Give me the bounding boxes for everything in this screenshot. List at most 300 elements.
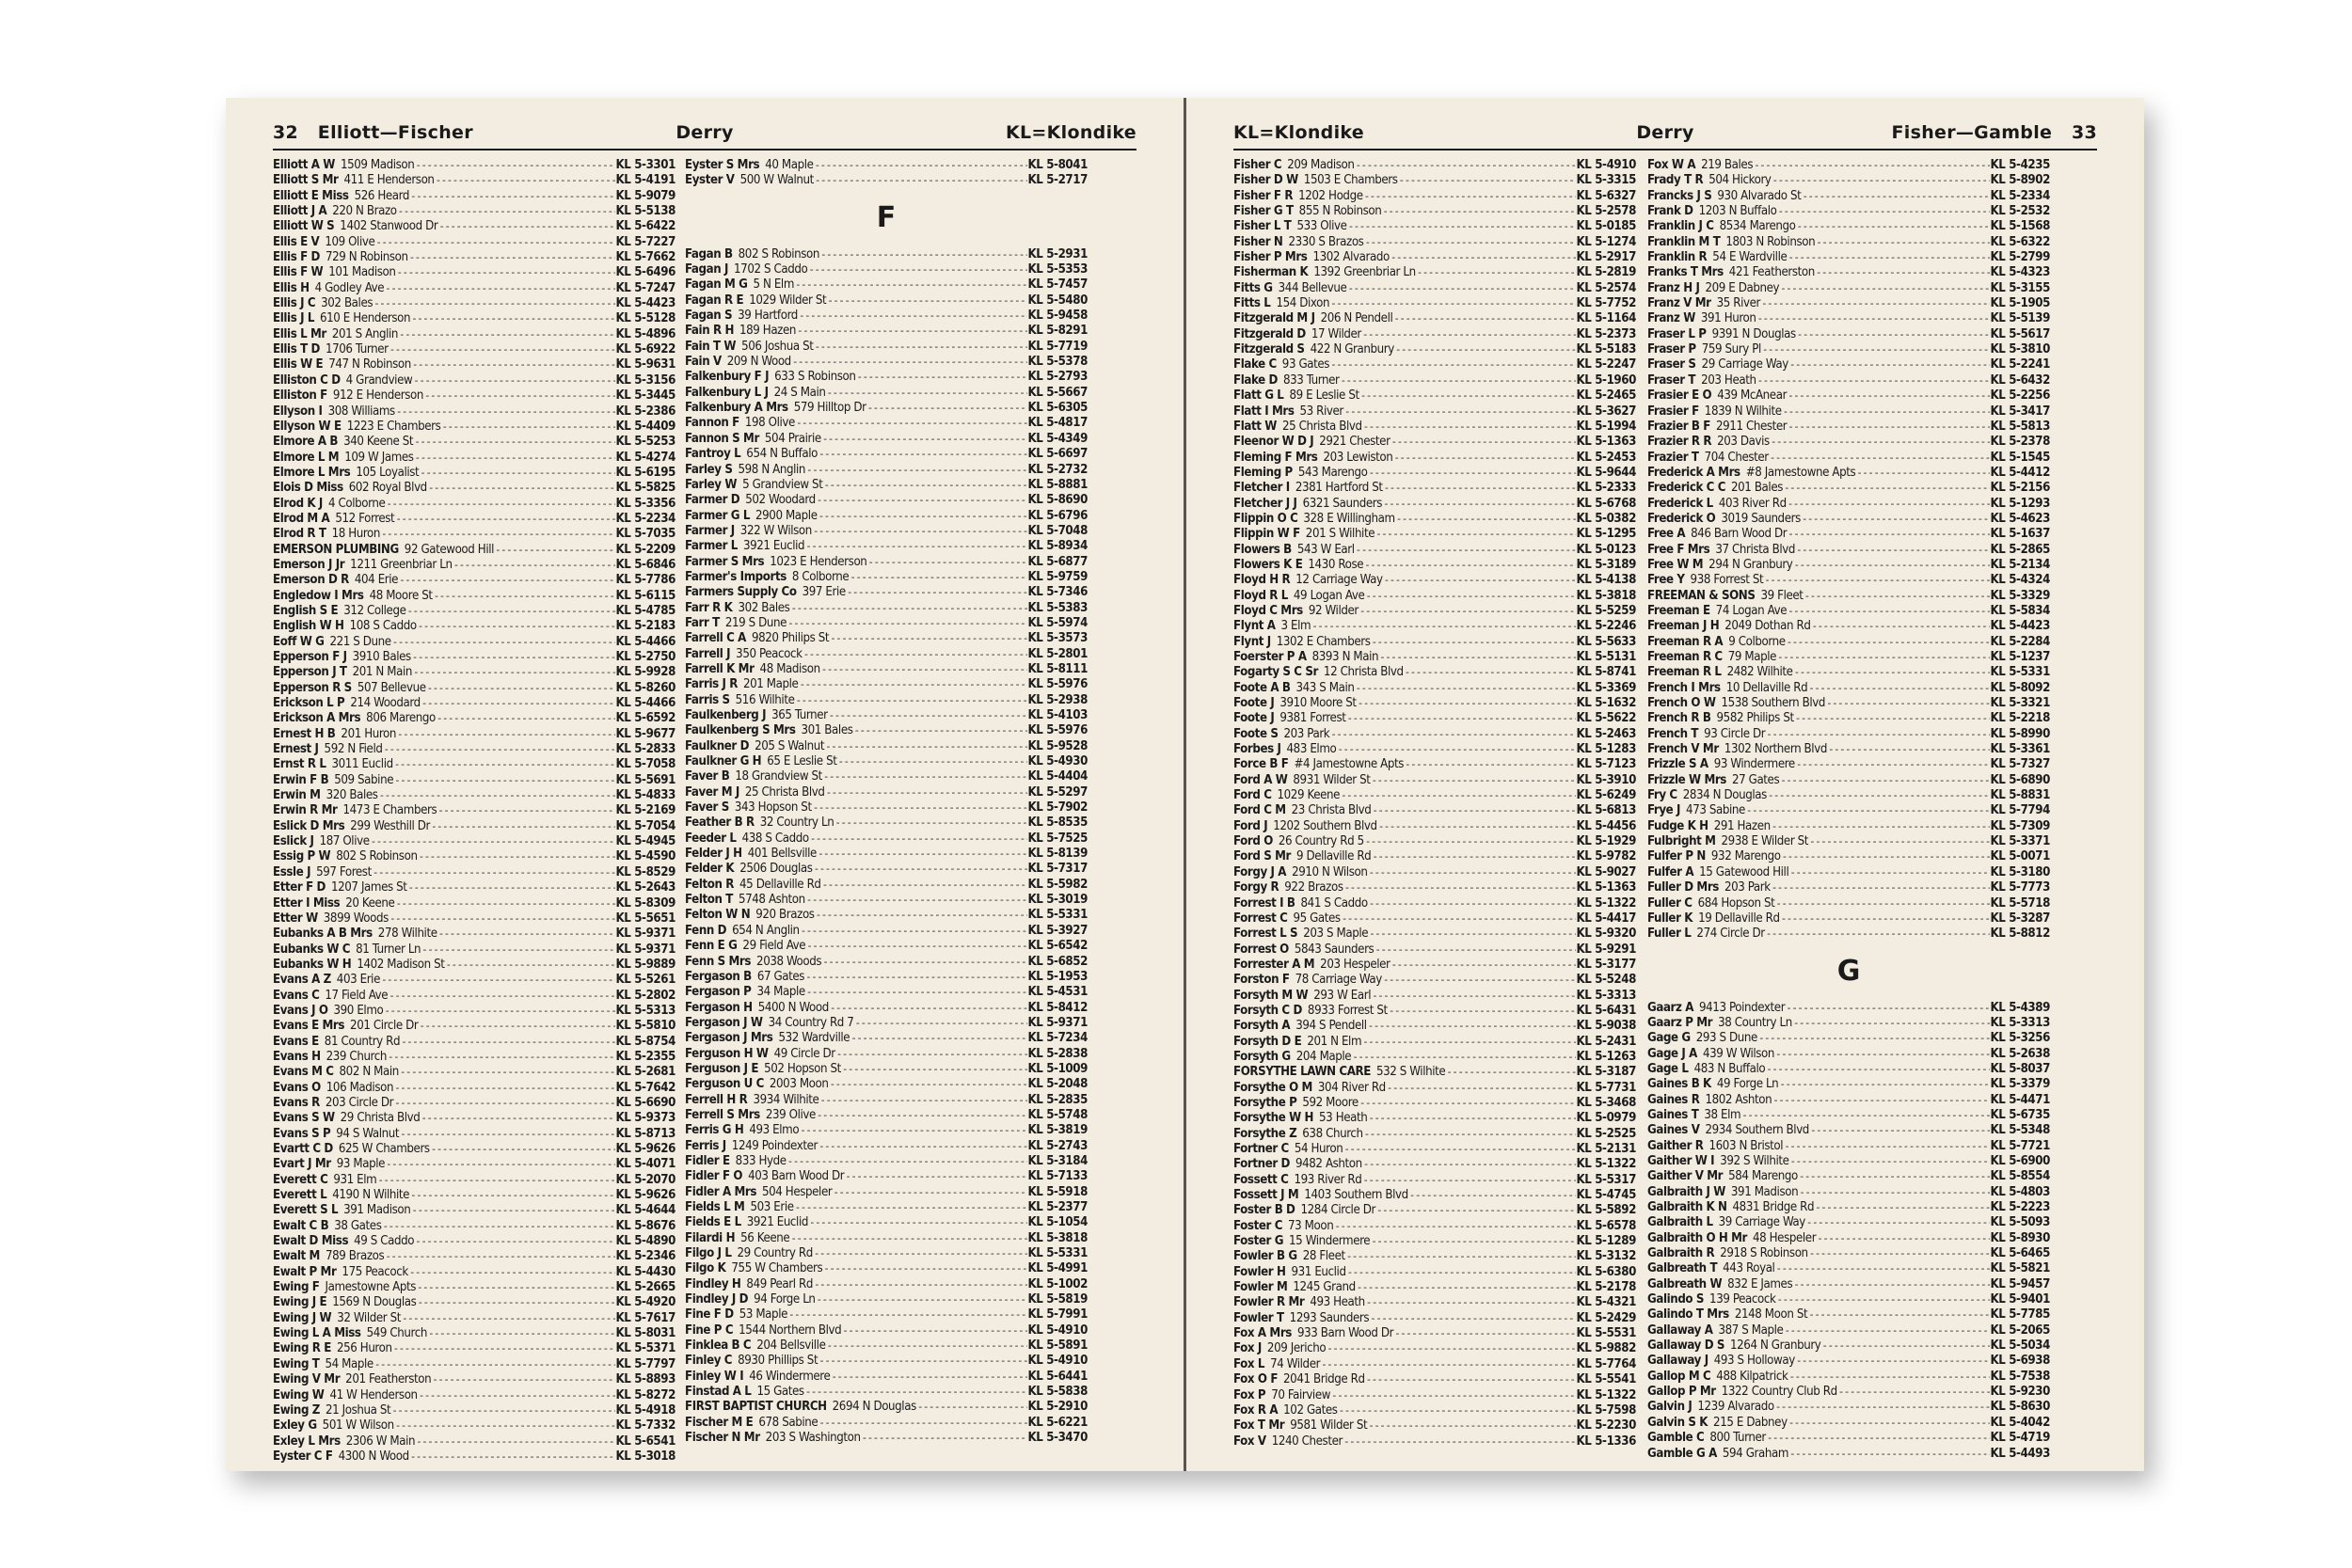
listing-row: [1233, 1157, 1636, 1172]
listing-name: Farmer J: [685, 523, 735, 538]
listing-row: [1233, 543, 1636, 558]
listing-row: [685, 1077, 1088, 1092]
listing-name: Fischer M E: [685, 1415, 754, 1430]
dot-leader: [1821, 1338, 1989, 1354]
listing-address: 78 Carriage Way: [1295, 973, 1382, 988]
listing-row: [685, 173, 1088, 188]
listing-name: Eubanks A B Mrs: [273, 927, 373, 942]
listing-address: 931 Elm: [333, 1172, 377, 1187]
listing-row: [273, 757, 675, 772]
listing-row: [1233, 1403, 1636, 1418]
listing-row: [1233, 388, 1636, 404]
listing-address: 3899 Woods: [323, 911, 389, 926]
dot-leader: [867, 555, 1026, 570]
listing-phone: KL 5-5093: [1990, 1215, 2050, 1230]
dot-leader: [1781, 911, 1990, 927]
listing-name: Farmer L: [685, 539, 738, 554]
listing-name: Felder K: [685, 862, 735, 877]
dot-leader: [1788, 604, 1989, 619]
listing-row: [273, 1372, 675, 1387]
listing-name: Erwin R Mr: [273, 803, 338, 818]
dot-leader: [384, 1004, 614, 1019]
dot-leader: [402, 1311, 615, 1326]
left-page-number: 32: [273, 122, 299, 143]
dot-leader: [1826, 696, 1990, 711]
listing-row: [1233, 1004, 1636, 1019]
dot-leader: [1321, 1357, 1575, 1372]
listing-row: [1233, 265, 1636, 280]
listing-address: 638 Church: [1302, 1126, 1363, 1141]
dot-leader: [1337, 742, 1575, 757]
listing-name: Foster C: [1233, 1218, 1282, 1233]
listing-address: 4831 Bridge Rd: [1732, 1200, 1815, 1214]
listing-address: 29 Country Rd: [737, 1246, 813, 1261]
listing-address: 1402 Madison St: [357, 957, 445, 972]
listing-row: [273, 219, 675, 234]
listing-row: [685, 524, 1088, 539]
listing-phone: KL 5-7133: [1027, 1169, 1088, 1184]
listing-address: 204 Bellsville: [756, 1338, 826, 1354]
listing-row: [273, 1004, 675, 1019]
dot-leader: [825, 739, 1026, 754]
listing-phone: KL 5-6541: [615, 1433, 675, 1449]
listing-phone: KL 5-3321: [1990, 696, 2050, 711]
listing-row: [1647, 1277, 2050, 1292]
left-column-2-top: [685, 158, 1088, 189]
dot-leader: [795, 277, 1027, 293]
dot-leader: [795, 693, 1026, 708]
listing-address: 1302 E Chambers: [1276, 634, 1371, 649]
listing-phone: KL 5-6890: [1990, 772, 2050, 787]
listing-phone: KL 5-2169: [615, 803, 675, 818]
listing-name: Erwin M: [273, 788, 321, 803]
listing-row: [273, 373, 675, 388]
right-page-header: [1233, 122, 2097, 147]
listing-phone: KL 5-5348: [1990, 1123, 2050, 1138]
listing-name: Freeman R A: [1647, 634, 1724, 649]
listing-row: [685, 1338, 1088, 1354]
listing-address: 1249 Poindexter: [731, 1138, 818, 1153]
listing-address: 203 Hespeler: [1320, 957, 1391, 972]
listing-name: Filgo K: [685, 1261, 726, 1276]
listing-address: 1473 E Chambers: [342, 803, 437, 818]
listing-address: 8534 Marengo: [1719, 219, 1796, 234]
listing-phone: KL 5-7731: [1576, 1080, 1636, 1095]
listing-address: 9391 N Douglas: [1711, 326, 1796, 341]
listing-name: Farmers Supply Co: [685, 585, 797, 600]
listing-address: 1211 Greenbriar Ln: [350, 557, 453, 572]
listing-row: [273, 357, 675, 372]
listing-phone: KL 5-2743: [1027, 1138, 1088, 1153]
dot-leader: [815, 340, 1027, 355]
listing-name: Elrod M A: [273, 511, 330, 526]
listing-phone: KL 5-9644: [1576, 465, 1636, 480]
dot-leader: [431, 1142, 615, 1157]
listing-name: Felton T: [685, 893, 733, 908]
dot-leader: [1394, 1326, 1575, 1341]
listing-row: [1647, 527, 2050, 542]
listing-address: 654 N Anglin: [732, 923, 800, 938]
listing-name: Fox L: [1233, 1356, 1265, 1371]
dot-leader: [822, 432, 1027, 447]
listing-name: Erickson L P: [273, 696, 345, 711]
listing-phone: KL 5-2681: [615, 1065, 675, 1080]
dot-leader: [401, 1035, 614, 1050]
section-letter-f: F: [876, 200, 897, 234]
listing-name: Fuller C: [1647, 895, 1692, 911]
dot-leader: [391, 1403, 614, 1418]
listing-phone: KL 5-8031: [615, 1326, 675, 1341]
listing-phone: KL 5-2334: [1990, 188, 2050, 203]
listing-row: [273, 250, 675, 265]
listing-row: [273, 481, 675, 496]
listing-name: Fleming F Mrs: [1233, 450, 1318, 465]
listing-name: Elrod R T: [273, 527, 326, 542]
dot-leader: [805, 1385, 1027, 1400]
listing-row: [685, 309, 1088, 324]
listing-name: Fergason P: [685, 985, 752, 1000]
listing-address: 278 Wilhite: [377, 927, 437, 942]
dot-leader: [1405, 665, 1576, 680]
listing-address: 500 W Walnut: [739, 173, 814, 188]
listing-row: [1647, 1031, 2050, 1046]
listing-row: [685, 601, 1088, 616]
listing-address: 102 Gates: [1283, 1402, 1338, 1418]
listing-row: [1647, 388, 2050, 404]
listing-row: [1647, 1431, 2050, 1446]
listing-row: [1647, 834, 2050, 849]
listing-address: 678 Sabine: [758, 1415, 818, 1430]
listing-row: [273, 1434, 675, 1449]
listing-name: Flatt I Mrs: [1233, 404, 1295, 419]
dot-leader: [867, 401, 1027, 416]
listing-phone: KL 5-2134: [1990, 557, 2050, 572]
dot-leader: [823, 769, 1027, 784]
listing-address: 802 S Robinson: [336, 849, 418, 864]
dot-leader: [1340, 373, 1575, 388]
listing-phone: KL 5-5617: [1990, 326, 2050, 341]
listing-address: 2918 S Robinson: [1720, 1246, 1808, 1261]
dot-leader: [1838, 1385, 1990, 1400]
listing-row: [1233, 1388, 1636, 1403]
left-page-number-range: [273, 122, 473, 143]
dot-leader: [795, 1200, 1027, 1215]
listing-address: 579 Hilltop Dr: [793, 401, 866, 416]
listing-phone: KL 5-7332: [615, 1418, 675, 1433]
dot-leader: [814, 1246, 1027, 1261]
listing-phone: KL 5-2241: [1990, 357, 2050, 372]
listing-row: [1647, 173, 2050, 188]
listing-phone: KL 5-8309: [615, 895, 675, 911]
listing-address: 9820 Philips St: [751, 631, 830, 646]
listing-phone: KL 5-8272: [615, 1387, 675, 1402]
dot-leader: [806, 939, 1026, 954]
dot-leader: [817, 493, 1027, 508]
listing-phone: KL 5-6578: [1576, 1218, 1636, 1233]
listing-name: Frederick O: [1647, 511, 1716, 526]
listing-phone: KL 5-9371: [1027, 1015, 1088, 1030]
listing-name: Frederick L: [1647, 496, 1713, 511]
listing-row: [273, 281, 675, 296]
dot-leader: [438, 927, 615, 942]
listing-name: Fox R A: [1233, 1402, 1279, 1418]
listing-phone: KL 5-5541: [1576, 1372, 1636, 1387]
listing-name: Ewing W: [273, 1387, 325, 1402]
listing-address: 26 Country Rd 5: [1278, 834, 1364, 849]
listing-name: Franklin R: [1647, 250, 1708, 265]
listing-phone: KL 5-1295: [1576, 527, 1636, 542]
listing-phone: KL 5-2802: [615, 988, 675, 1003]
listing-name: Free Y: [1647, 573, 1685, 588]
dot-leader: [1775, 1047, 1989, 1062]
listing-name: Fisher F R: [1233, 188, 1294, 203]
listing-phone: KL 5-2230: [1576, 1418, 1636, 1433]
listing-row: [1233, 1265, 1636, 1280]
listing-row: [273, 635, 675, 650]
listing-row: [273, 1142, 675, 1157]
listing-name: Elmore A B: [273, 435, 339, 450]
listing-phone: KL 5-7786: [615, 573, 675, 588]
listing-row: [273, 1050, 675, 1065]
listing-phone: KL 5-3019: [1027, 893, 1088, 908]
listing-row: [273, 527, 675, 542]
listing-phone: KL 5-5651: [615, 911, 675, 926]
listing-address: 81 Country Rd: [324, 1034, 401, 1049]
listing-name: Elliott J A: [273, 204, 327, 219]
listing-phone: KL 5-5138: [615, 204, 675, 219]
listing-address: 920 Brazos: [755, 908, 815, 923]
dot-leader: [394, 1081, 614, 1096]
listing-phone: KL 5-7721: [1990, 1138, 2050, 1153]
dot-leader: [382, 1219, 614, 1234]
listing-row: [273, 420, 675, 435]
listing-name: Frasier F: [1647, 404, 1699, 419]
listing-address: 35 River: [1716, 296, 1760, 311]
listing-name: French V Mr: [1647, 742, 1719, 757]
listing-name: Epperson F J: [273, 650, 347, 664]
listing-address: 34 Maple: [756, 985, 805, 1000]
listing-name: Fox A Mrs: [1233, 1326, 1292, 1341]
listing-phone: KL 5-2532: [1990, 204, 2050, 219]
dot-leader: [805, 970, 1026, 985]
listing-address: 65 E Leslie St: [767, 754, 837, 769]
listing-address: 2038 Woods: [756, 954, 822, 969]
dot-leader: [1368, 1019, 1576, 1034]
dot-leader: [410, 1188, 614, 1203]
dot-leader: [1767, 1431, 1990, 1446]
dot-leader: [1378, 819, 1576, 834]
listing-row: [685, 570, 1088, 585]
dot-leader: [1405, 757, 1576, 772]
dot-leader: [418, 619, 615, 634]
listing-row: [685, 1108, 1088, 1123]
right-column-2-top: [1647, 158, 2050, 942]
listing-row: [1233, 435, 1636, 450]
dot-leader: [1772, 819, 1990, 834]
listing-name: Frye J: [1647, 803, 1681, 818]
listing-address: 4190 N Wilhite: [332, 1188, 410, 1203]
listing-phone: KL 5-6327: [1576, 188, 1636, 203]
dot-leader: [1331, 1388, 1575, 1403]
dot-leader: [417, 1295, 614, 1310]
dot-leader: [854, 1016, 1026, 1031]
listing-row: [685, 1416, 1088, 1431]
listing-name: Evans S W: [273, 1111, 335, 1126]
dot-leader: [814, 862, 1027, 877]
listing-name: Falkenbury F J: [685, 370, 770, 385]
dot-leader: [813, 524, 1027, 539]
listing-phone: KL 5-9631: [615, 357, 675, 372]
listing-row: [1233, 573, 1636, 588]
listing-phone: KL 5-5810: [615, 1019, 675, 1034]
listing-phone: KL 5-4423: [615, 296, 675, 311]
listing-phone: KL 5-5838: [1027, 1385, 1088, 1400]
dot-leader: [1344, 404, 1576, 420]
listing-address: 203 Circle Dr: [325, 1095, 394, 1110]
listing-address: 849 Pearl Rd: [746, 1276, 813, 1291]
listing-row: [1647, 466, 2050, 481]
listing-phone: KL 5-0382: [1576, 511, 1636, 526]
listing-phone: KL 5-2178: [1576, 1280, 1636, 1295]
listing-address: 1402 Stanwood Dr: [340, 219, 438, 234]
listing-name: Force B F: [1233, 757, 1289, 772]
listing-name: Fox W A: [1647, 158, 1696, 172]
dot-leader: [381, 973, 615, 988]
listing-address: 488 Kilpatrick: [1716, 1369, 1788, 1384]
listing-address: Jamestowne Apts: [325, 1280, 417, 1295]
dot-leader: [850, 1031, 1026, 1046]
dot-leader: [1762, 342, 1990, 357]
listing-address: 209 Madison: [1287, 158, 1355, 172]
listing-row: [1647, 1154, 2050, 1169]
dot-leader: [818, 447, 1027, 462]
listing-phone: KL 5-9928: [615, 665, 675, 680]
listing-row: [1233, 1311, 1636, 1326]
right-page-town: Derry: [1636, 122, 1694, 143]
listing-phone: KL 5-6221: [1027, 1415, 1088, 1430]
right-page-number: 33: [2071, 122, 2097, 143]
dot-leader: [862, 1431, 1027, 1446]
listing-name: Feeder L: [685, 831, 737, 846]
listing-address: 201 Huron: [341, 726, 397, 741]
listing-name: Fidler F O: [685, 1169, 743, 1184]
listing-phone: KL 5-6542: [1027, 939, 1088, 954]
dot-leader: [1389, 1004, 1576, 1019]
listing-row: [1233, 973, 1636, 988]
listing-name: Free A: [1647, 527, 1686, 542]
dot-leader: [1782, 849, 1990, 864]
dot-leader: [1372, 849, 1575, 864]
listing-address: 93 Windermere: [1713, 757, 1795, 772]
listing-phone: KL 5-7764: [1576, 1356, 1636, 1371]
listing-name: Fraser S: [1647, 357, 1696, 372]
listing-row: [273, 849, 675, 864]
listing-address: 633 S Robinson: [774, 370, 856, 385]
listing-name: Etter F D: [273, 880, 326, 895]
dot-leader: [437, 803, 614, 818]
listing-address: 509 Sabine: [334, 772, 394, 787]
listing-row: [273, 865, 675, 880]
listing-address: 439 W Wilson: [1702, 1046, 1775, 1061]
listing-row: [685, 662, 1088, 677]
listing-address: 32 Wilder St: [337, 1310, 401, 1325]
listing-address: 73 Moon: [1288, 1218, 1334, 1233]
listing-address: 49 Forge Ln: [1716, 1077, 1779, 1092]
listing-name: Elliston F: [273, 388, 327, 404]
listing-address: 9582 Philips St: [1716, 711, 1794, 726]
listing-row: [1233, 466, 1636, 481]
listing-phone: KL 5-4323: [1990, 265, 2050, 280]
dot-leader: [412, 357, 615, 372]
dot-leader: [399, 573, 614, 588]
listing-name: Franklin M T: [1647, 234, 1721, 249]
listing-name: Gaither W I: [1647, 1153, 1715, 1168]
listing-row: [1647, 589, 2050, 604]
listing-address: 198 Olive: [744, 416, 795, 431]
listing-row: [273, 711, 675, 726]
dot-leader: [1399, 173, 1576, 188]
listing-phone: KL 5-4412: [1990, 465, 2050, 480]
listing-address: 8931 Wilder St: [1293, 772, 1371, 787]
listing-phone: KL 5-7773: [1990, 880, 2050, 895]
dot-leader: [437, 711, 615, 726]
listing-phone: KL 5-6422: [615, 219, 675, 234]
dot-leader: [800, 1123, 1026, 1138]
listing-phone: KL 5-5128: [615, 311, 675, 326]
dot-leader: [1768, 788, 1990, 803]
listing-phone: KL 5-3287: [1990, 911, 2050, 926]
listing-phone: KL 5-7902: [1027, 800, 1088, 816]
listing-name: Fleming P: [1233, 465, 1293, 480]
listing-name: Galbreath T: [1647, 1261, 1718, 1276]
listing-row: [1647, 1323, 2050, 1338]
listing-phone: KL 5-8930: [1990, 1230, 2050, 1245]
listing-phone: KL 5-4945: [615, 834, 675, 849]
dot-leader: [818, 1354, 1026, 1369]
dot-leader: [1817, 1231, 1989, 1246]
listing-phone: KL 5-2355: [615, 1049, 675, 1064]
listing-name: Forsyth C D: [1233, 1003, 1302, 1018]
listing-name: Fletcher J J: [1233, 496, 1297, 511]
dot-leader: [1796, 219, 1989, 234]
listing-row: [1647, 788, 2050, 803]
listing-phone: KL 5-3369: [1576, 680, 1636, 695]
listing-address: 1029 Wilder St: [749, 293, 827, 308]
listing-name: Fergason H: [685, 1000, 753, 1015]
dot-leader: [424, 388, 615, 404]
listing-address: 3921 Euclid: [742, 539, 805, 554]
dot-leader: [1409, 1188, 1576, 1203]
listing-phone: KL 5-1054: [1027, 1215, 1088, 1230]
listing-phone: KL 5-4235: [1990, 158, 2050, 172]
listing-address: 93 Gates: [1281, 357, 1330, 372]
listing-row: [685, 862, 1088, 877]
listing-phone: KL 5-7309: [1990, 818, 2050, 833]
listing-phone: KL 5-9626: [615, 1142, 675, 1156]
listing-address: 493 Heath: [1310, 1295, 1365, 1310]
dot-leader: [1788, 420, 1989, 435]
listing-name: Gaines V: [1647, 1123, 1700, 1138]
dot-leader: [1330, 296, 1575, 311]
listing-name: Ewalt P Mr: [273, 1264, 337, 1279]
dot-leader: [1362, 1035, 1575, 1050]
listing-row: [1233, 1035, 1636, 1050]
left-page: [226, 98, 1184, 1471]
dot-leader: [1357, 1280, 1576, 1295]
dot-leader: [801, 924, 1027, 939]
listing-name: Fidler E: [685, 1153, 730, 1168]
listing-row: [273, 942, 675, 958]
